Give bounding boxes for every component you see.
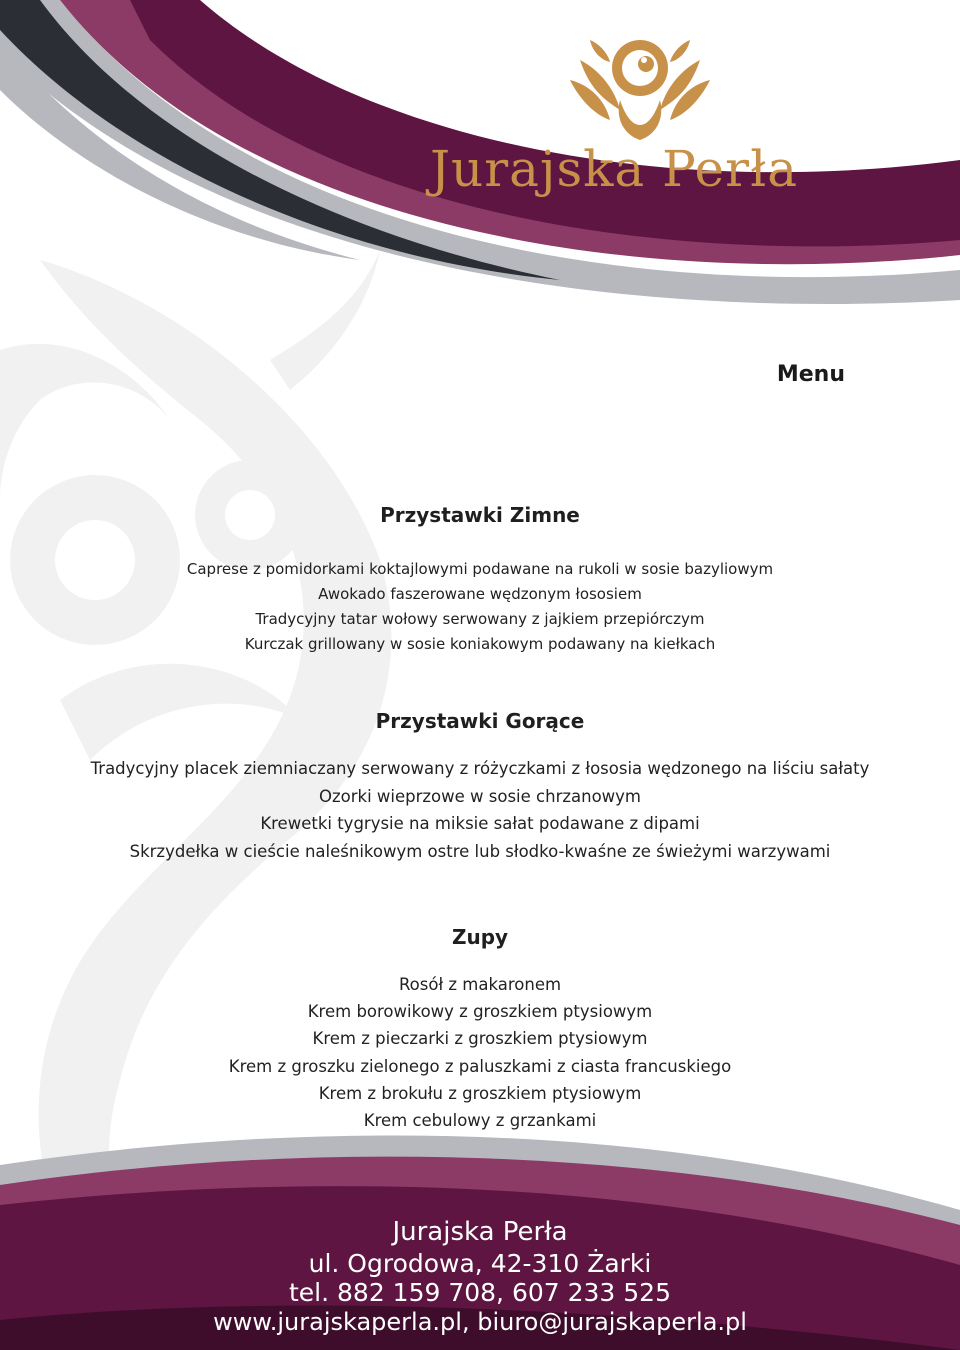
menu-item: Krem z brokułu z groszkiem ptysiowym <box>318 1083 642 1103</box>
footer-contact <box>0 1215 960 1337</box>
menu-item: Rosół z makaronem <box>398 975 562 994</box>
section-title: Przystawki Zimne <box>380 503 580 527</box>
menu-item: Tradycyjny tatar wołowy serwowany z jajkiem przepiórczym <box>255 610 705 628</box>
menu-item: Tradycyjny placek ziemniaczany serwowany z różyczkami z łososia wędzonego na liściu sałaty <box>90 759 870 778</box>
menu-item: Krem z groszku zielonego z paluszkami z ciasta francuskiego <box>228 1056 732 1076</box>
menu-item: Awokado faszerowane wędzonym łososiem <box>318 585 642 603</box>
section-title: Zupy <box>451 925 509 949</box>
menu-item: Skrzydełka w cieście naleśnikowym ostre lub słodko-kwaśne ze świeżymi warzywami <box>129 841 831 861</box>
menu-item: Krem z pieczarki z groszkiem ptysiowym <box>312 1029 648 1049</box>
footer-phone: tel. 882 159 708, 607 233 525 <box>288 1278 671 1307</box>
menu-item: Ozorki wieprzowe w sosie chrzanowym <box>318 786 642 806</box>
menu-item: Krewetki tygrysie na miksie sałat podawane z dipami <box>260 814 700 833</box>
footer-web-email: www.jurajskaperla.pl, biuro@jurajskaperla.pl <box>213 1308 747 1336</box>
section-title: Przystawki Gorące <box>375 709 585 733</box>
menu-item: Krem borowikowy z groszkiem ptysiowym <box>307 1002 653 1022</box>
brand-logo-name: Jurajska Perła <box>430 140 799 198</box>
menu-item: Krem cebulowy z grzankami <box>363 1111 597 1131</box>
menu-item: Caprese z pomidorkami koktajlowymi podawane na rukoli w sosie bazyliowym <box>186 560 774 578</box>
page-title: Menu <box>776 362 845 387</box>
footer-address: ul. Ogrodowa, 42-310 Żarki <box>308 1249 652 1278</box>
footer-name: Jurajska Perła <box>392 1217 568 1247</box>
menu-item: Kurczak grillowany w sosie koniakowym podawany na kiełkach <box>244 635 716 653</box>
